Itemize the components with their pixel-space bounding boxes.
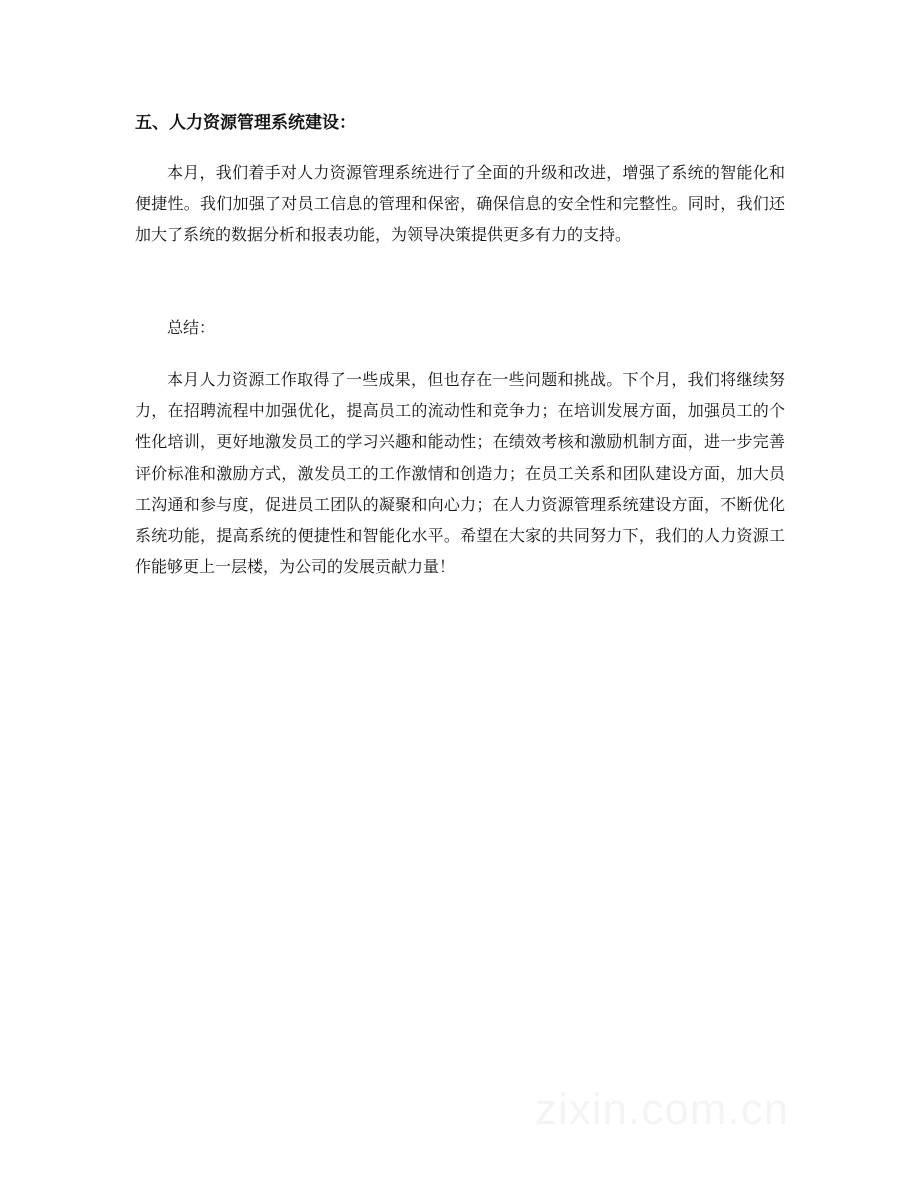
section-paragraph: 本月，我们着手对人力资源管理系统进行了全面的升级和改进，增强了系统的智能化和便捷性。我们加强了对员工信息的管理和保密，确保信息的安全性和完整性。同时，我们还加大了系统的数据分析和报表功能，为领导决策提供更多有力的支持。 <box>135 163 785 245</box>
summary-label: 总结： <box>167 318 216 337</box>
watermark-text <box>535 1085 789 1135</box>
summary-paragraph: 本月人力资源工作取得了一些成果，但也存在一些问题和挑战。下个月，我们将继续努力，在招聘流程中加强优化，提高员工的流动性和竞争力；在培训发展方面，加强员工的个性化培训，更好地激发员工的学习兴趣和能动性；在绩效考核和激励机制方面，进一步完善评价标准和激励方式，激发员工的工作激情和创造力；在员工关系和团队建设方面，加大员工沟通和参与度，促进员工团队的凝聚和向心力；在人力资源管理系统建设方面，不断优化系统功能，提高系统的便捷性和智能化水平。希望在大家的共同努力下，我们的人力资源工作能够更上一层楼，为公司的发展贡献力量！ <box>135 370 785 577</box>
section-heading: 五、人力资源管理系统建设： <box>135 113 356 133</box>
